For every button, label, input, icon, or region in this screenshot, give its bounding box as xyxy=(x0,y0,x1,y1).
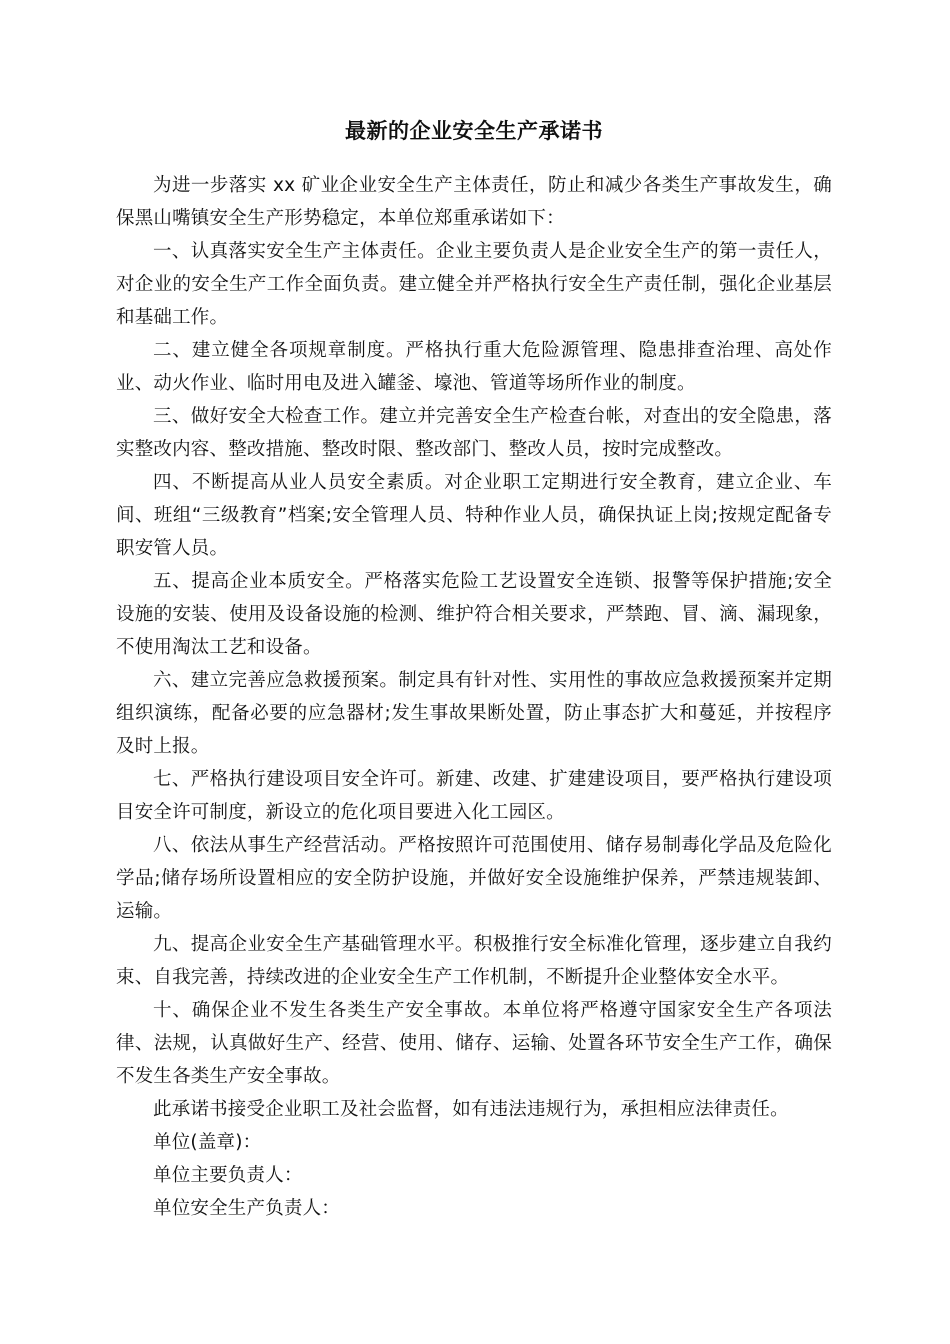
commitment-item-4: 四、不断提高从业人员安全素质。对企业职工定期进行安全教育，建立企业、车间、班组“三级教育”档案;安全管理人员、特种作业人员，确保执证上岗;按规定配备专职安管人员。 xyxy=(116,472,832,559)
commitment-item-10: 十、确保企业不发生各类生产安全事故。本单位将严格遵守国家安全生产各项法律、法规，认真做好生产、经营、使用、储存、运输、处置各环节安全生产工作，确保不发生各类生产安全事故。 xyxy=(116,1000,832,1087)
commitment-item-9: 九、提高企业安全生产基础管理水平。积极推行安全标准化管理，逐步建立自我约束、自我完善，持续改进的企业安全生产工作机制，不断提升企业整体安全水平。 xyxy=(116,934,832,988)
document-body xyxy=(116,169,832,1225)
commitment-item-8: 八、依法从事生产经营活动。严格按照许可范围使用、储存易制毒化学品及危险化学品;储存场所设置相应的安全防护设施，并做好安全设施维护保养，严禁违规装卸、运输。 xyxy=(116,835,832,922)
commitment-item-1: 一、认真落实安全生产主体责任。企业主要负责人是企业安全生产的第一责任人，对企业的安全生产工作全面负责。建立健全并严格执行安全生产责任制，强化企业基层和基础工作。 xyxy=(116,241,832,328)
closing-paragraph: 此承诺书接受企业职工及社会监督，如有违法违规行为，承担相应法律责任。 xyxy=(153,1099,789,1120)
commitment-item-7: 七、严格执行建设项目安全许可。新建、改建、扩建建设项目，要严格执行建设项目安全许可制度，新设立的危化项目要进入化工园区。 xyxy=(116,769,832,823)
commitment-item-5: 五、提高企业本质安全。严格落实危险工艺设置安全连锁、报警等保护措施;安全设施的安装、使用及设备设施的检测、维护符合相关要求，严禁跑、冒、滴、漏现象，不使用淘汰工艺和设备。 xyxy=(116,571,832,658)
commitment-item-6: 六、建立完善应急救援预案。制定具有针对性、实用性的事故应急救援预案并定期组织演练，配备必要的应急器材;发生事故果断处置，防止事态扩大和蔓延，并按程序及时上报。 xyxy=(116,670,832,757)
commitment-item-3: 三、做好安全大检查工作。建立并完善安全生产检查台帐，对查出的安全隐患，落实整改内容、整改措施、整改时限、整改部门、整改人员，按时完成整改。 xyxy=(116,406,832,460)
document-title: 最新的企业安全生产承诺书 xyxy=(345,119,603,143)
main-responsible-line: 单位主要负责人： xyxy=(153,1165,303,1186)
unit-seal-line: 单位(盖章)： xyxy=(153,1132,262,1153)
intro-paragraph: 为进一步落实 xx 矿业企业安全生产主体责任，防止和减少各类生产事故发生，确保黑山嘴镇安全生产形势稳定，本单位郑重承诺如下： xyxy=(116,175,832,229)
safety-responsible-line: 单位安全生产负责人： xyxy=(153,1198,341,1219)
commitment-item-2: 二、建立健全各项规章制度。严格执行重大危险源管理、隐患排查治理、高处作业、动火作业、临时用电及进入罐釜、壕池、管道等场所作业的制度。 xyxy=(116,340,832,394)
